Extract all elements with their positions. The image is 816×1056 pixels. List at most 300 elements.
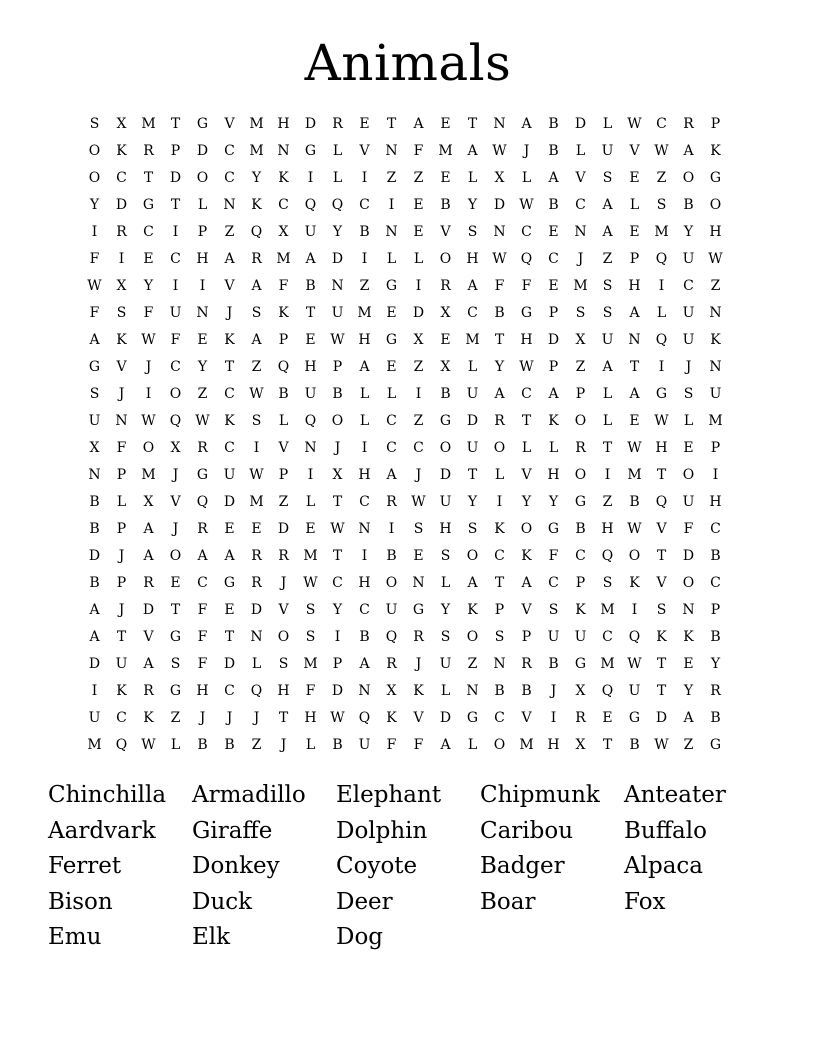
grid-letter: H	[358, 467, 371, 483]
grid-letter: Z	[251, 737, 262, 753]
grid-letter: P	[548, 305, 559, 321]
grid-letter: D	[412, 305, 425, 321]
grid-letter: I	[415, 386, 422, 402]
grid-letter: Y	[467, 494, 478, 510]
grid-letter: I	[91, 224, 98, 240]
grid-letter: O	[682, 170, 695, 186]
grid-letter: S	[467, 521, 478, 537]
grid-letter: D	[304, 116, 317, 132]
grid-letter: Z	[602, 251, 613, 267]
grid-letter: I	[334, 629, 341, 645]
grid-letter: H	[277, 116, 290, 132]
grid-letter: E	[440, 170, 451, 186]
grid-letter: C	[224, 386, 235, 402]
word-list-item: Armadillo	[192, 782, 306, 808]
grid-letter: M	[303, 548, 318, 564]
grid-letter: Z	[278, 494, 289, 510]
grid-letter: T	[386, 116, 397, 132]
grid-letter: V	[440, 224, 451, 240]
grid-letter: W	[519, 359, 534, 375]
grid-letter: A	[602, 224, 613, 240]
grid-letter: Q	[250, 224, 263, 240]
grid-letter: L	[683, 413, 694, 429]
grid-letter: U	[331, 305, 344, 321]
grid-letter: V	[278, 602, 289, 618]
grid-letter: C	[521, 386, 532, 402]
grid-letter: Z	[197, 386, 208, 402]
grid-letter: K	[143, 710, 154, 726]
grid-letter: C	[332, 575, 343, 591]
grid-letter: S	[602, 278, 613, 294]
grid-letter: F	[278, 278, 289, 294]
grid-letter: B	[359, 629, 370, 645]
grid-letter: I	[604, 467, 611, 483]
grid-letter: T	[656, 548, 667, 564]
grid-letter: E	[224, 521, 235, 537]
grid-letter: L	[251, 656, 262, 672]
grid-letter: W	[303, 575, 318, 591]
grid-letter: D	[196, 143, 209, 159]
grid-letter: W	[87, 278, 102, 294]
grid-letter: W	[330, 332, 345, 348]
grid-letter: A	[305, 251, 316, 267]
grid-letter: I	[172, 278, 179, 294]
grid-letter: K	[548, 413, 559, 429]
grid-letter: T	[494, 575, 505, 591]
grid-row	[81, 705, 731, 732]
grid-letter: S	[494, 629, 505, 645]
grid-letter: F	[494, 278, 505, 294]
grid-letter: Y	[197, 359, 208, 375]
grid-letter: K	[629, 575, 640, 591]
grid-letter: N	[385, 224, 398, 240]
grid-letter: Q	[277, 359, 290, 375]
grid-letter: B	[440, 386, 451, 402]
grid-letter: S	[440, 548, 451, 564]
grid-letter: M	[600, 656, 615, 672]
grid-letter: C	[197, 575, 208, 591]
grid-letter: S	[656, 197, 667, 213]
grid-row	[81, 489, 731, 516]
grid-letter: M	[141, 116, 156, 132]
grid-letter: X	[575, 332, 586, 348]
grid-letter: X	[170, 440, 181, 456]
grid-letter: M	[87, 737, 102, 753]
word-list-item: Giraffe	[192, 817, 273, 844]
grid-letter: I	[361, 170, 368, 186]
grid-row	[81, 462, 731, 489]
grid-letter: H	[304, 710, 317, 726]
grid-letter: O	[169, 386, 182, 402]
grid-letter: U	[682, 494, 695, 510]
grid-letter: B	[629, 494, 640, 510]
grid-letter: C	[224, 170, 235, 186]
grid-letter: A	[467, 143, 478, 159]
grid-letter: E	[629, 170, 640, 186]
grid-letter: U	[88, 710, 101, 726]
grid-letter: G	[574, 656, 587, 672]
grid-letter: T	[278, 710, 289, 726]
grid-letter: H	[709, 224, 722, 240]
grid-letter: L	[602, 413, 613, 429]
grid-letter: S	[278, 656, 289, 672]
grid-letter: O	[574, 413, 587, 429]
grid-letter: K	[224, 332, 235, 348]
grid-letter: J	[253, 710, 260, 726]
grid-letter: R	[251, 251, 262, 267]
grid-letter: A	[89, 629, 100, 645]
grid-letter: A	[359, 656, 370, 672]
grid-letter: Z	[224, 224, 235, 240]
grid-letter: C	[116, 170, 127, 186]
grid-letter: B	[575, 521, 586, 537]
grid-letter: N	[628, 332, 641, 348]
grid-letter: W	[492, 251, 507, 267]
grid-letter: D	[88, 548, 101, 564]
grid-letter: A	[89, 602, 100, 618]
grid-letter: P	[548, 359, 559, 375]
grid-letter: Z	[413, 170, 424, 186]
grid-letter: D	[682, 548, 695, 564]
grid-letter: E	[629, 224, 640, 240]
grid-letter: W	[627, 521, 642, 537]
grid-letter: M	[600, 602, 615, 618]
grid-letter: E	[548, 278, 559, 294]
word-list-item: Dolphin	[336, 817, 428, 844]
grid-letter: S	[656, 602, 667, 618]
grid-letter: L	[440, 683, 451, 699]
grid-letter: W	[330, 710, 345, 726]
grid-letter: E	[440, 116, 451, 132]
grid-letter: C	[710, 575, 721, 591]
grid-letter: X	[440, 305, 451, 321]
grid-letter: I	[307, 170, 314, 186]
grid-letter: A	[521, 575, 532, 591]
word-list-item: Dog	[336, 924, 384, 950]
grid-letter: C	[710, 521, 721, 537]
grid-letter: C	[170, 251, 181, 267]
word-list-item: Duck	[192, 888, 253, 915]
grid-letter: A	[197, 548, 208, 564]
grid-row	[81, 381, 731, 408]
grid-letter: A	[521, 116, 532, 132]
page-title: Animals	[304, 34, 512, 92]
grid-letter: G	[412, 602, 425, 618]
grid-letter: E	[413, 224, 424, 240]
grid-letter: L	[305, 494, 316, 510]
grid-letter: R	[251, 548, 262, 564]
grid-letter: K	[251, 197, 262, 213]
grid-letter: E	[359, 116, 370, 132]
grid-letter: V	[521, 467, 532, 483]
grid-letter: Z	[683, 737, 694, 753]
grid-letter: D	[223, 494, 236, 510]
grid-letter: I	[631, 602, 638, 618]
grid-letter: N	[196, 305, 209, 321]
grid-letter: Q	[655, 251, 668, 267]
grid-letter: I	[307, 467, 314, 483]
grid-letter: C	[575, 197, 586, 213]
grid-letter: D	[88, 656, 101, 672]
grid-letter: C	[494, 710, 505, 726]
grid-letter: A	[683, 143, 694, 159]
grid-letter: E	[386, 305, 397, 321]
grid-letter: G	[142, 197, 155, 213]
grid-letter: F	[143, 305, 154, 321]
grid-letter: C	[494, 548, 505, 564]
grid-letter: P	[629, 251, 640, 267]
grid-letter: G	[628, 710, 641, 726]
grid-letter: J	[415, 656, 422, 672]
grid-letter: N	[574, 224, 587, 240]
grid-letter: E	[305, 332, 316, 348]
grid-letter: Q	[331, 197, 344, 213]
grid-letter: Y	[683, 224, 694, 240]
grid-letter: Y	[332, 224, 343, 240]
grid-letter: A	[143, 521, 154, 537]
grid-letter: D	[142, 602, 155, 618]
grid-letter: P	[116, 521, 127, 537]
grid-letter: I	[199, 278, 206, 294]
grid-letter: M	[573, 278, 588, 294]
grid-letter: J	[415, 467, 422, 483]
grid-letter: B	[629, 737, 640, 753]
grid-letter: L	[305, 737, 316, 753]
grid-letter: N	[358, 521, 371, 537]
grid-letter: X	[116, 116, 127, 132]
grid-letter: X	[575, 683, 586, 699]
grid-letter: Q	[655, 494, 668, 510]
grid-letter: H	[466, 251, 479, 267]
grid-letter: L	[467, 359, 478, 375]
grid-letter: H	[196, 683, 209, 699]
grid-letter: J	[145, 359, 152, 375]
grid-letter: E	[548, 224, 559, 240]
grid-letter: P	[710, 602, 721, 618]
grid-letter: X	[386, 683, 397, 699]
word-list	[48, 778, 768, 956]
grid-letter: Z	[656, 170, 667, 186]
grid-letter: C	[359, 494, 370, 510]
letter-grid	[81, 111, 731, 759]
grid-letter: K	[521, 548, 532, 564]
grid-letter: J	[172, 521, 179, 537]
grid-letter: Q	[196, 494, 209, 510]
grid-letter: C	[170, 359, 181, 375]
grid-letter: U	[304, 224, 317, 240]
grid-letter: V	[359, 143, 370, 159]
grid-letter: R	[278, 548, 289, 564]
grid-letter: B	[89, 575, 100, 591]
grid-letter: B	[710, 548, 721, 564]
grid-letter: S	[602, 575, 613, 591]
grid-letter: B	[494, 305, 505, 321]
grid-letter: Q	[169, 413, 182, 429]
grid-letter: M	[249, 143, 264, 159]
grid-letter: K	[467, 602, 478, 618]
grid-row	[81, 408, 731, 435]
grid-letter: Q	[358, 710, 371, 726]
grid-letter: B	[305, 278, 316, 294]
grid-letter: O	[88, 143, 101, 159]
grid-letter: P	[710, 440, 721, 456]
grid-letter: N	[466, 683, 479, 699]
grid-letter: C	[224, 440, 235, 456]
grid-letter: U	[439, 656, 452, 672]
grid-letter: O	[493, 737, 506, 753]
grid-letter: S	[467, 224, 478, 240]
grid-letter: K	[386, 710, 397, 726]
grid-letter: S	[305, 602, 316, 618]
grid-letter: P	[116, 467, 127, 483]
grid-letter: B	[494, 683, 505, 699]
grid-letter: S	[602, 305, 613, 321]
grid-letter: C	[683, 278, 694, 294]
grid-letter: A	[467, 575, 478, 591]
grid-letter: Y	[521, 494, 532, 510]
grid-letter: M	[249, 494, 264, 510]
grid-letter: Z	[710, 278, 721, 294]
grid-letter: V	[143, 629, 154, 645]
word-list-item: Chinchilla	[48, 782, 167, 808]
word-list-item: Emu	[48, 924, 102, 950]
grid-row	[81, 732, 731, 759]
grid-letter: K	[413, 683, 424, 699]
grid-letter: L	[197, 197, 208, 213]
grid-letter: X	[332, 467, 343, 483]
grid-letter: V	[521, 710, 532, 726]
grid-letter: D	[331, 683, 344, 699]
grid-letter: K	[224, 413, 235, 429]
grid-letter: E	[170, 575, 181, 591]
grid-letter: I	[253, 440, 260, 456]
grid-row	[81, 246, 731, 273]
grid-letter: E	[305, 521, 316, 537]
word-list-item: Aardvark	[48, 817, 156, 844]
grid-letter: U	[682, 332, 695, 348]
grid-letter: B	[710, 710, 721, 726]
grid-letter: D	[277, 521, 290, 537]
grid-letter: G	[709, 737, 722, 753]
grid-letter: A	[251, 278, 262, 294]
grid-letter: M	[276, 251, 291, 267]
word-list-item: Anteater	[624, 782, 726, 808]
grid-letter: O	[88, 170, 101, 186]
grid-letter: P	[575, 575, 586, 591]
word-list-item: Buffalo	[624, 817, 707, 844]
word-list-item: Ferret	[48, 853, 122, 879]
grid-letter: U	[709, 386, 722, 402]
grid-letter: O	[196, 170, 209, 186]
grid-letter: Y	[467, 197, 478, 213]
grid-letter: A	[548, 170, 559, 186]
grid-letter: B	[440, 197, 451, 213]
grid-letter: L	[494, 467, 505, 483]
grid-letter: A	[602, 197, 613, 213]
grid-letter: K	[683, 629, 694, 645]
grid-letter: R	[440, 278, 451, 294]
grid-row	[81, 165, 731, 192]
grid-letter: V	[521, 602, 532, 618]
grid-letter: P	[332, 656, 343, 672]
grid-letter: N	[304, 440, 317, 456]
grid-letter: X	[440, 359, 451, 375]
grid-letter: G	[385, 332, 398, 348]
grid-letter: U	[547, 629, 560, 645]
grid-letter: I	[388, 197, 395, 213]
grid-letter: K	[116, 683, 127, 699]
word-list-item: Badger	[480, 853, 565, 879]
grid-letter: H	[358, 332, 371, 348]
grid-letter: D	[115, 197, 128, 213]
grid-letter: O	[493, 440, 506, 456]
grid-letter: W	[627, 440, 642, 456]
grid-letter: T	[224, 629, 235, 645]
grid-letter: B	[548, 197, 559, 213]
grid-letter: A	[467, 278, 478, 294]
grid-letter: P	[575, 386, 586, 402]
grid-letter: G	[88, 359, 101, 375]
grid-row	[81, 192, 731, 219]
grid-letter: G	[520, 305, 533, 321]
grid-letter: V	[224, 278, 235, 294]
grid-letter: U	[466, 386, 479, 402]
grid-letter: W	[654, 737, 669, 753]
grid-letter: A	[224, 548, 235, 564]
grid-letter: D	[574, 116, 587, 132]
grid-letter: O	[520, 521, 533, 537]
grid-letter: F	[521, 278, 532, 294]
grid-letter: K	[710, 143, 721, 159]
word-list-item: Elephant	[336, 782, 442, 808]
grid-letter: K	[116, 143, 127, 159]
grid-letter: P	[494, 602, 505, 618]
grid-letter: W	[654, 143, 669, 159]
grid-letter: F	[386, 737, 397, 753]
grid-letter: G	[466, 710, 479, 726]
grid-letter: J	[118, 602, 125, 618]
grid-letter: O	[682, 467, 695, 483]
grid-row	[81, 273, 731, 300]
grid-letter: G	[709, 170, 722, 186]
grid-letter: M	[141, 467, 156, 483]
grid-letter: A	[494, 386, 505, 402]
grid-letter: B	[278, 386, 289, 402]
grid-letter: N	[88, 467, 101, 483]
grid-letter: S	[413, 521, 424, 537]
word-list-item: Fox	[624, 888, 666, 915]
grid-letter: Y	[251, 170, 262, 186]
grid-letter: H	[358, 575, 371, 591]
grid-letter: J	[226, 305, 233, 321]
grid-row	[81, 219, 731, 246]
grid-letter: B	[386, 548, 397, 564]
grid-letter: C	[143, 224, 154, 240]
grid-letter: T	[656, 467, 667, 483]
grid-letter: X	[413, 332, 424, 348]
grid-letter: Z	[413, 359, 424, 375]
grid-letter: A	[629, 386, 640, 402]
grid-letter: O	[682, 575, 695, 591]
grid-letter: U	[115, 656, 128, 672]
grid-letter: W	[330, 521, 345, 537]
grid-letter: K	[278, 305, 289, 321]
grid-letter: D	[493, 197, 506, 213]
grid-letter: U	[466, 440, 479, 456]
grid-letter: P	[116, 575, 127, 591]
grid-letter: C	[521, 224, 532, 240]
grid-letter: L	[629, 197, 640, 213]
